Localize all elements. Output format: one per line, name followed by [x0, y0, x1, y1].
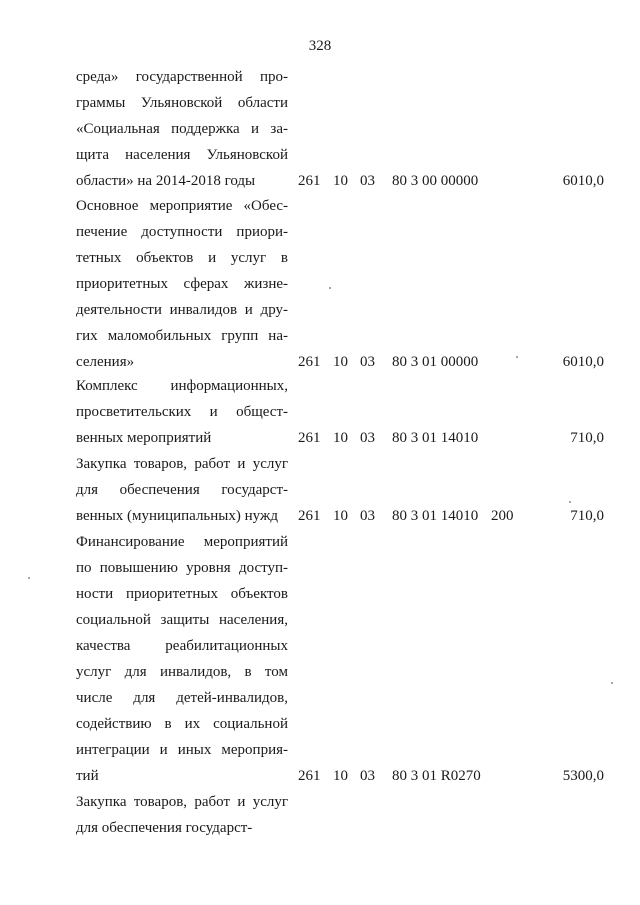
- ministry-code: 261: [298, 173, 321, 189]
- row-text-line: для обеспечения государст-: [76, 820, 253, 836]
- row-text-line: услуг для инвалидов, в том: [76, 664, 288, 680]
- row-text-line: деятельности инвалидов и дру-: [76, 302, 288, 318]
- subsection-code: 03: [360, 173, 375, 189]
- row-text-line: приоритетных сферах жизне-: [76, 276, 288, 292]
- row-text-line: социальной защиты населения,: [76, 612, 288, 628]
- ministry-code: 261: [298, 430, 321, 446]
- ministry-code: 261: [298, 508, 321, 524]
- row-text-line: селения»: [76, 354, 135, 370]
- target-article: 80 3 00 00000: [392, 173, 479, 189]
- row-text-line: содействию в их социальной: [76, 716, 288, 732]
- row-text-line: по повышению уровня доступ-: [76, 560, 288, 576]
- row-text-line: интеграции и иных мероприя-: [76, 742, 288, 758]
- amount: 6010,0: [562, 173, 604, 189]
- section-code: 10: [333, 768, 348, 784]
- page-number: 328: [308, 38, 332, 54]
- amount: 5300,0: [562, 768, 604, 784]
- target-article: 80 3 01 14010: [392, 430, 479, 446]
- row-text-line: Закупка товаров, работ и услуг: [76, 794, 288, 810]
- row-text-line: области» на 2014-2018 годы: [76, 173, 256, 189]
- amount: 710,0: [570, 430, 604, 446]
- row-text-line: числе для детей-инвалидов,: [76, 690, 288, 706]
- ministry-code: 261: [298, 768, 321, 784]
- section-code: 10: [333, 354, 348, 370]
- row-text-line: Комплекс информационных,: [76, 378, 288, 394]
- row-text-line: среда» государственной про-: [76, 69, 288, 85]
- row-text-line: гих маломобильных групп на-: [76, 328, 288, 344]
- target-article: 80 3 01 00000: [392, 354, 479, 370]
- row-text-line: ности приоритетных объектов: [76, 586, 288, 602]
- scan-speck: [28, 577, 30, 579]
- target-article: 80 3 01 R0270: [392, 768, 481, 784]
- row-text-line: граммы Ульяновской области: [76, 95, 288, 111]
- row-text-line: Основное мероприятие «Обес-: [76, 198, 288, 214]
- row-text-line: тий: [76, 768, 99, 784]
- row-text-line: для обеспечения государст-: [76, 482, 288, 498]
- row-text-line: щита населения Ульяновской: [76, 147, 288, 163]
- row-text-line: Закупка товаров, работ и услуг: [76, 456, 288, 472]
- subsection-code: 03: [360, 768, 375, 784]
- row-text-line: качества реабилитационных: [76, 638, 288, 654]
- row-text-line: печение доступности приори-: [76, 224, 288, 240]
- section-code: 10: [333, 430, 348, 446]
- scan-speck: [569, 501, 571, 503]
- row-text-line: венных (муниципальных) нужд: [76, 508, 278, 524]
- subsection-code: 03: [360, 508, 375, 524]
- subsection-code: 03: [360, 430, 375, 446]
- scan-speck: [329, 287, 331, 289]
- amount: 6010,0: [562, 354, 604, 370]
- row-text-line: Финансирование мероприятий: [76, 534, 288, 550]
- subsection-code: 03: [360, 354, 375, 370]
- row-text-line: венных мероприятий: [76, 430, 212, 446]
- target-article: 80 3 01 14010: [392, 508, 479, 524]
- scan-speck: [611, 682, 613, 684]
- expense-type: 200: [491, 508, 514, 524]
- row-text-line: просветительских и общест-: [76, 404, 288, 420]
- section-code: 10: [333, 508, 348, 524]
- row-text-line: тетных объектов и услуг в: [76, 250, 288, 266]
- ministry-code: 261: [298, 354, 321, 370]
- section-code: 10: [333, 173, 348, 189]
- scan-speck: [516, 356, 518, 358]
- amount: 710,0: [570, 508, 604, 524]
- row-text-line: «Социальная поддержка и за-: [76, 121, 288, 137]
